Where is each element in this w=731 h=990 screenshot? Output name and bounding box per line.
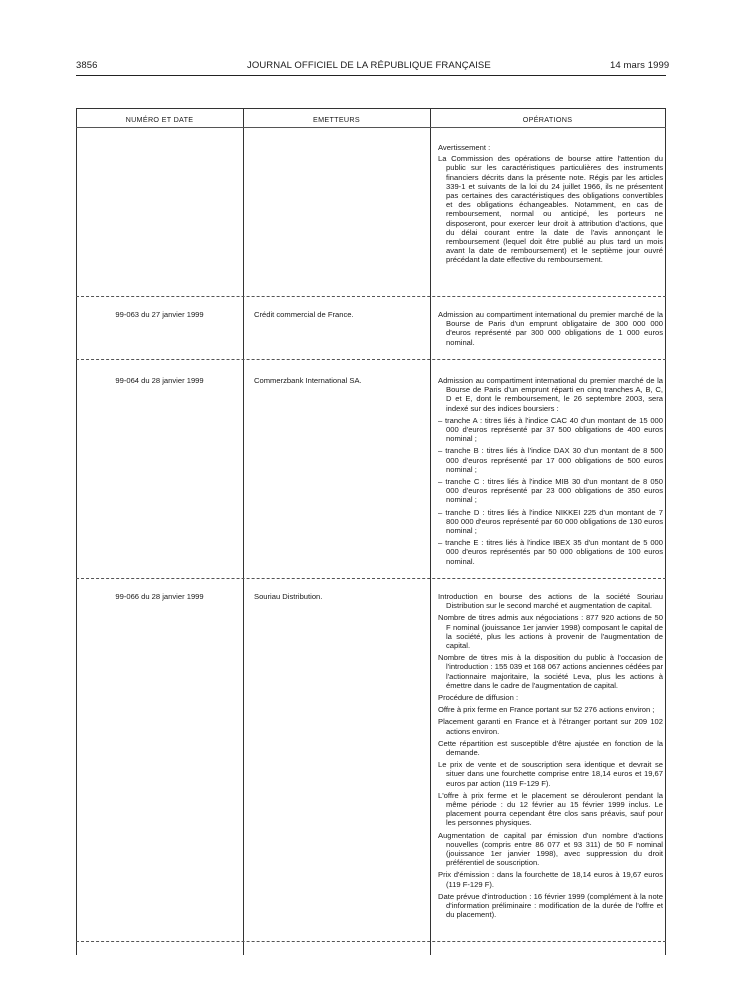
row-issuer: Souriau Distribution. bbox=[254, 592, 323, 601]
operations-table bbox=[76, 108, 666, 955]
column-header-operations: OPÉRATIONS bbox=[522, 115, 573, 124]
operation-paragraph: Prix d'émission : dans la fourchette de 18,14 euros à 19,67 euros (119 F-129 F). bbox=[438, 870, 663, 889]
operation-paragraph: Placement garanti en France et à l'étranger portant sur 209 102 actions environ. bbox=[438, 717, 663, 736]
row-number-date: 99-063 du 27 janvier 1999 bbox=[115, 310, 204, 319]
row-separator bbox=[76, 941, 666, 942]
column-header-number-date: NUMÉRO ET DATE bbox=[125, 115, 194, 124]
tranche-item: – tranche E : titres liés à l'indice IBEX 35 d'un montant de 5 000 000 d'euros représentés par 50 000 obligations de 100 euros nominal. bbox=[438, 538, 663, 566]
row-separator bbox=[76, 359, 666, 360]
operation-paragraph: Date prévue d'introduction : 16 février 1999 (complément à la note d'information préliminaire : modification de la durée de l'offre et du placement). bbox=[438, 891, 663, 920]
header-separator bbox=[76, 127, 666, 128]
row-operations bbox=[438, 310, 663, 350]
column-divider bbox=[243, 108, 244, 955]
row-issuer: Commerzbank International SA. bbox=[254, 376, 362, 385]
column-divider bbox=[430, 108, 431, 955]
operation-paragraph: Offre à prix ferme en France portant sur 52 276 actions environ ; bbox=[438, 705, 655, 715]
column-divider bbox=[665, 108, 666, 955]
operation-paragraph: Augmentation de capital par émission d'un nombre d'actions nouvelles (compris entre 86 077 et 93 311) de 50 F nominal (jouissance 1er janvier 1998), avec suppression du droit préférentiel de souscription. bbox=[438, 830, 663, 868]
row-separator bbox=[76, 578, 666, 579]
operation-paragraph: Le prix de vente et de souscription sera identique et devrait se situer dans une fourchette comprise entre 18,14 euros et 19,67 euros par action (119 F-129 F). bbox=[438, 760, 663, 788]
row-number-date: 99-064 du 28 janvier 1999 bbox=[115, 376, 204, 385]
column-header-issuers: EMETTEURS bbox=[312, 115, 361, 124]
operation-paragraph: Cette répartition est susceptible d'être ajustée en fonction de la demande. bbox=[438, 738, 663, 758]
row-operations bbox=[438, 592, 663, 923]
tranche-item: – tranche C : titres liés à l'indice MIB 30 d'un montant de 8 050 000 d'euros représenté par 23 000 obligations de 350 euros nominal ; bbox=[438, 477, 663, 505]
row-separator bbox=[76, 296, 666, 297]
journal-title: JOURNAL OFFICIEL DE LA RÉPUBLIQUE FRANÇAISE bbox=[247, 60, 491, 71]
page-number: 3856 bbox=[76, 60, 98, 71]
row-number-date: 99-066 du 28 janvier 1999 bbox=[115, 592, 204, 601]
tranche-item: – tranche B : titres liés à l'indice DAX 30 d'un montant de 8 500 000 d'euros représenté par 17 000 obligations de 500 euros nominal ; bbox=[438, 446, 663, 474]
operation-paragraph: Admission au compartiment international du premier marché de la Bourse de Paris d'un emprunt obligataire de 300 000 000 d'euros représenté par 300 000 obligations de 1 000 euros nominal. bbox=[438, 310, 663, 347]
operation-paragraph: L'offre à prix ferme et le placement se dérouleront pendant la même période : du 12 février au 15 février 1999 inclus. Le placement pourra cependant être clos sans préavis, sauf pour les personnes physiques. bbox=[438, 790, 663, 828]
operation-paragraph: Admission au compartiment international du premier marché de la Bourse de Paris d'un emprunt réparti en cinq tranches A, B, C, D et E, dont le remboursement, le 26 septembre 2003, sera indexé sur des indices boursiers : bbox=[438, 376, 663, 413]
operation-paragraph: Introduction en bourse des actions de la société Souriau Distribution sur le second marché et augmentation de capital. bbox=[438, 592, 663, 611]
row-issuer: Crédit commercial de France. bbox=[254, 310, 354, 319]
tranche-item: – tranche A : titres liés à l'indice CAC 40 d'un montant de 15 000 000 d'euros représenté par 37 500 obligations de 400 euros nominal ; bbox=[438, 415, 663, 444]
operation-paragraph: Nombre de titres mis à la disposition du public à l'occasion de l'introduction : 155 039 et 168 067 actions anciennes cédées par l'actionnaire majoritaire, la société Leva, plus les actions à émettre dans le cadre de l'augmentation de capital. bbox=[438, 653, 663, 690]
warning-text: La Commission des opérations de bourse attire l'attention du public sur les caractéristiques particulières des instruments financiers décrits dans la présente note. Régis par les articles 339-1 et suivants de la loi du 24 juillet 1966, ils ne présentent pas certaines des caractéristiques des obligations convertibles et des obligations échangeables. Notamment, en cas de remboursement, normal ou anticipé, les porteurs ne disposeront, pour exercer leur droit à attribution d'actions, que du délai courant entre la date de l'avis annonçant le remboursement (lequel doit être publié au plus tard un mois avant la date de remboursement) et le septième jour ouvré précédant la date effective du remboursement. bbox=[438, 154, 663, 265]
publication-date: 14 mars 1999 bbox=[610, 60, 670, 71]
header-rule bbox=[76, 75, 666, 76]
tranche-item: – tranche D : titres liés à l'indice NIKKEI 225 d'un montant de 7 800 000 d'euros représenté par 60 000 obligations de 130 euros nominal ; bbox=[438, 507, 663, 536]
operation-paragraph: Procédure de diffusion : bbox=[438, 693, 519, 703]
warning-block bbox=[438, 143, 663, 268]
row-operations bbox=[438, 376, 663, 569]
warning-title: Avertissement : bbox=[438, 143, 491, 152]
table-top-border bbox=[76, 108, 666, 109]
operation-paragraph: Nombre de titres admis aux négociations : 877 920 actions de 50 F nominal (jouissance 1er janvier 1998) composant le capital de la société, plus les actions à provenir de l'augmentation de capital. bbox=[438, 613, 663, 651]
column-divider bbox=[76, 108, 77, 955]
